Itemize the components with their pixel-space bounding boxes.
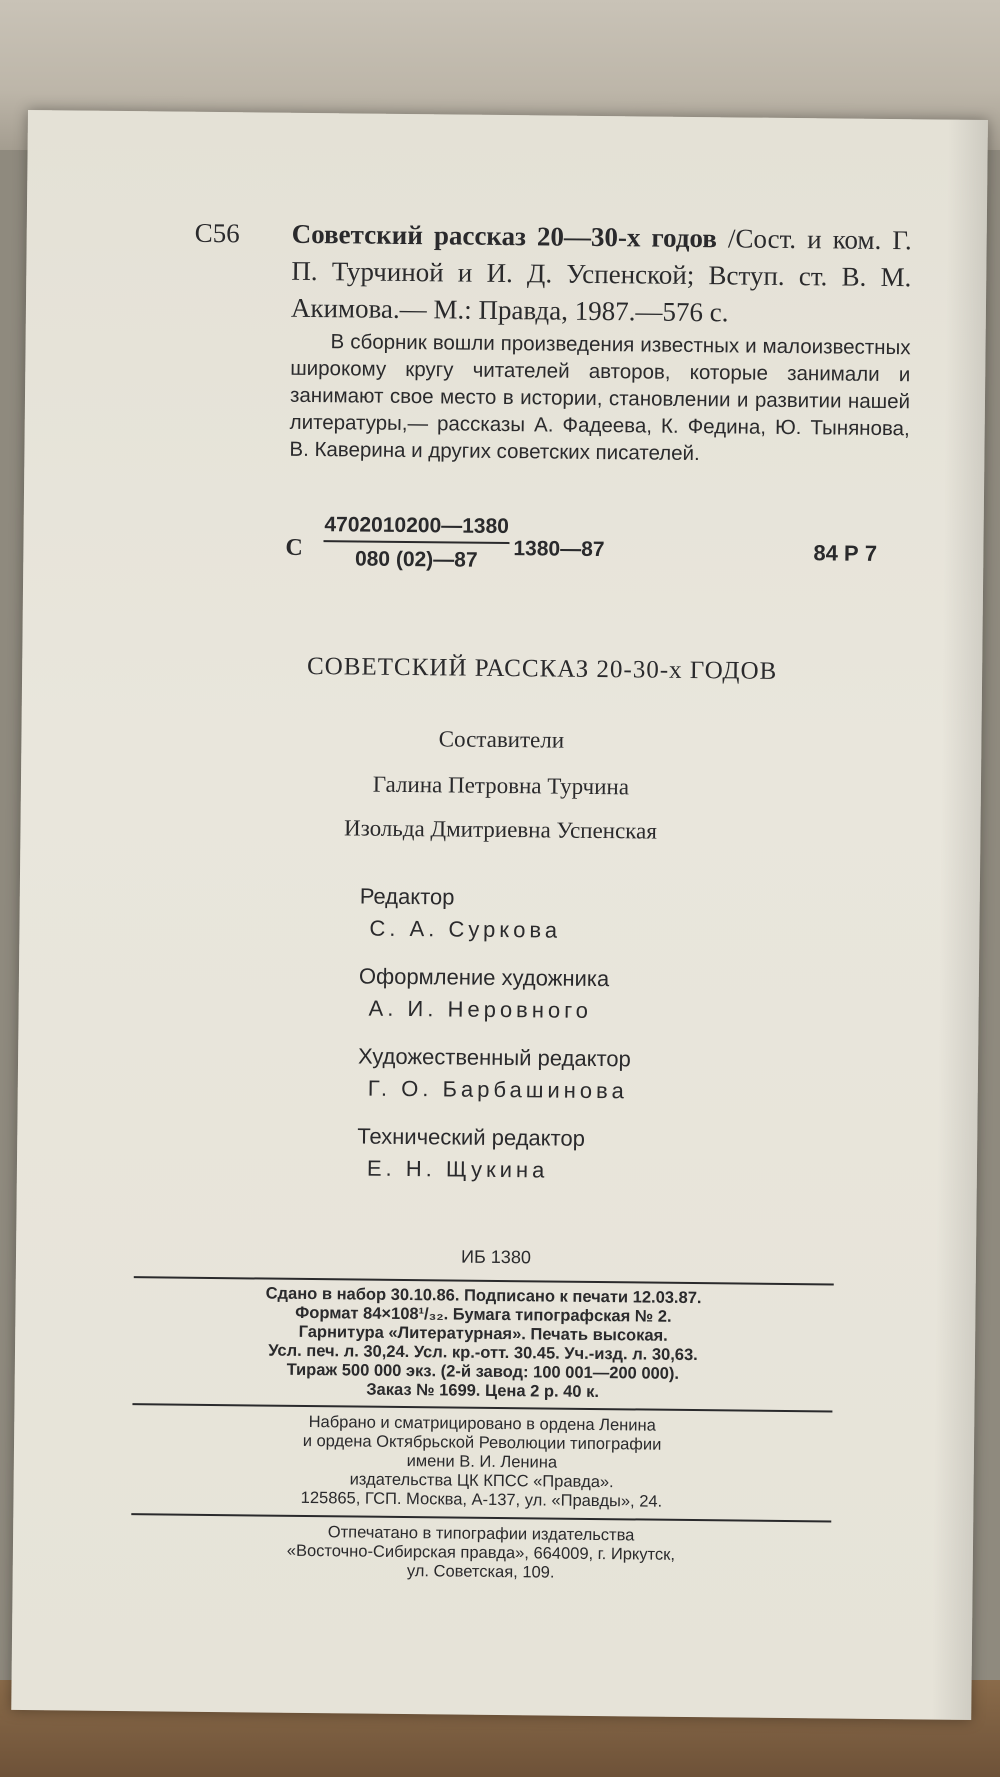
credit-role-design: Оформление художника xyxy=(358,963,610,992)
credit-name-tech-editor: Е. Н. Щукина xyxy=(366,1155,549,1183)
printing-line: ул. Советская, 109. xyxy=(406,1562,555,1582)
production-line: Гарнитура «Литературная». Печать высокая. xyxy=(298,1322,668,1345)
production-line: Сдано в набор 30.10.86. Подписано к печати 12.03.87. xyxy=(265,1284,702,1308)
classification-fraction xyxy=(323,513,510,573)
bbk-index: 84 Р 7 xyxy=(813,540,878,566)
credit-name-design: А. И. Неровного xyxy=(368,995,593,1023)
page-content xyxy=(11,110,988,1720)
typesetting-line: имени В. И. Ленина xyxy=(406,1452,558,1472)
printing-line: Отпечатано в типографии издательства xyxy=(327,1523,635,1545)
credit-name-art-editor: Г. О. Барбашинова xyxy=(367,1075,628,1104)
production-line: Усл. печ. л. 30,24. Усл. кр.-отт. 30.45. Уч.-изд. л. 30,63. xyxy=(268,1341,698,1365)
production-line: Заказ № 1699. Цена 2 р. 40 к. xyxy=(366,1380,600,1402)
classification-denominator: 080 (02)—87 xyxy=(354,547,478,572)
production-line: Тираж 500 000 экз. (2-й завод: 100 001—200 000). xyxy=(286,1360,680,1383)
credit-role-tech-editor: Технический редактор xyxy=(357,1123,586,1151)
typesetting-line: издательства ЦК КПСС «Правда». xyxy=(349,1470,614,1492)
credit-role-editor: Редактор xyxy=(359,883,455,910)
production-line: Формат 84×108¹/₃₂. Бумага типографская № 2. xyxy=(295,1303,672,1326)
bibliographic-title: Советский рассказ 20—30-х годов xyxy=(291,218,718,254)
typesetting-line: 125865, ГСП. Москва, А-137, ул. «Правды», 24. xyxy=(300,1488,663,1511)
credit-name-editor: С. А. Суркова xyxy=(369,915,562,943)
printing-details xyxy=(131,1521,832,1585)
printing-line: «Восточно-Сибирская правда», 664009, г. Иркутск, xyxy=(286,1541,676,1564)
ib-number: ИБ 1380 xyxy=(461,1246,532,1268)
typesetting-line: Набрано и сматрицировано в ордена Ленина xyxy=(308,1413,656,1435)
catalog-code: С56 xyxy=(194,217,240,249)
compilers-label: Составители xyxy=(438,726,565,753)
classification-numerator: 4702010200—1380 xyxy=(323,513,509,544)
bibliographic-record xyxy=(291,216,912,333)
production-details xyxy=(133,1283,834,1404)
divider-rule-3 xyxy=(131,1513,831,1522)
book-title: СОВЕТСКИЙ РАССКАЗ 20-30-х ГОДОВ xyxy=(306,652,778,685)
typesetting-details xyxy=(131,1411,832,1513)
divider-rule-2 xyxy=(132,1403,832,1412)
classification-letter: С xyxy=(285,534,303,561)
bibliographic-details: /Сост. и ком. Г. П. Турчиной и И. Д. Успенской; Вступ. ст. В. М. Акимова.— М.: Правда, 1987.—576 с. xyxy=(290,223,912,328)
compiler-name-1: Галина Петровна Турчина xyxy=(372,771,630,800)
credit-role-art-editor: Художественный редактор xyxy=(357,1043,631,1072)
typesetting-line: и ордена Октябрьской Революции типографии xyxy=(302,1431,662,1454)
book-page xyxy=(11,110,988,1720)
annotation-text: В сборник вошли произведения известных и малоизвестных широкому кругу читателей авторов, которые занимали и занимают свое место в истории, становлении и развитии нашей литературы,— рассказы А. Фадеева, К. Федина, Ю. Тынянова, В. Каверина и других советских писателей. xyxy=(289,330,911,466)
classification-suffix: 1380—87 xyxy=(513,537,605,562)
compiler-name-2: Изольда Дмитриевна Успенская xyxy=(343,815,658,844)
